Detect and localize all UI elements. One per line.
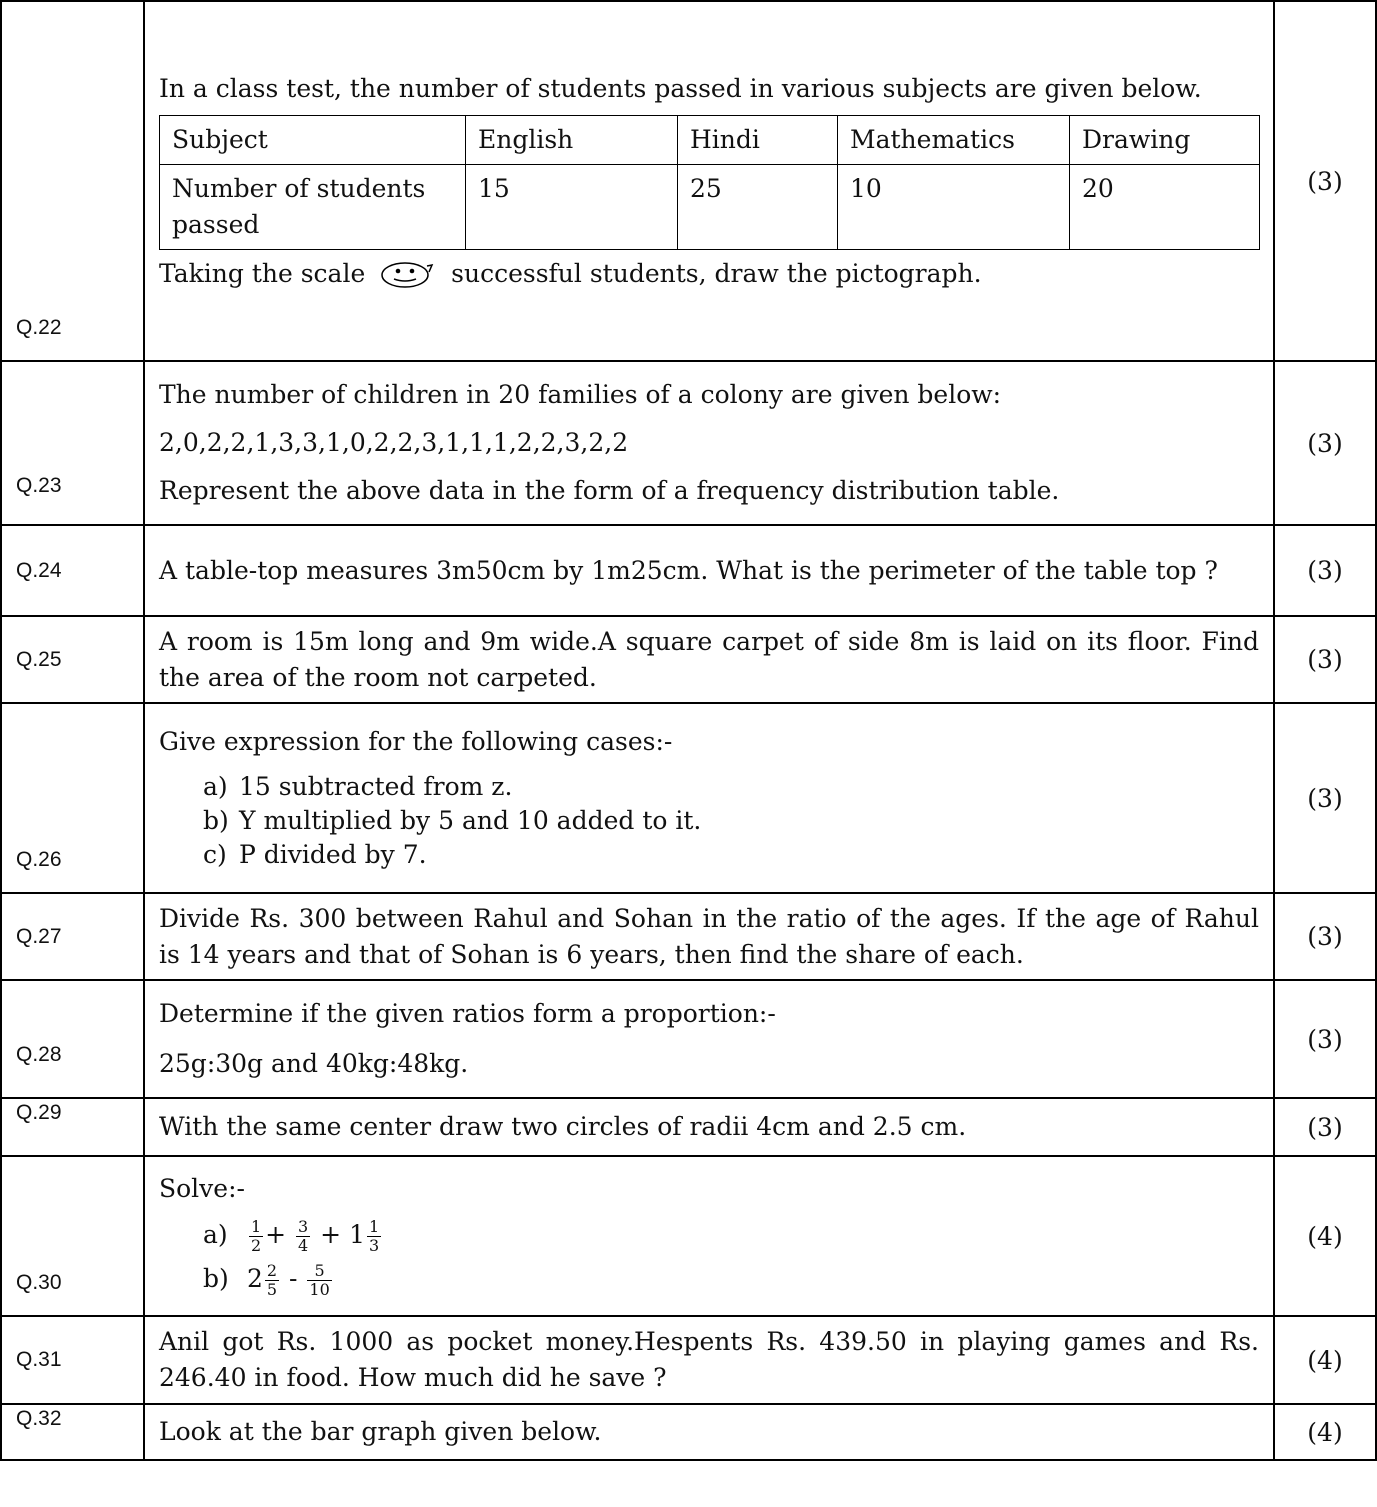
list-item xyxy=(203,804,1259,838)
question-row-25 xyxy=(1,616,1376,703)
question-marks: (3) xyxy=(1274,525,1376,616)
smiley-face-icon xyxy=(379,260,437,290)
question-number: Q.30 xyxy=(1,1156,144,1316)
question-line: The number of children in 20 families of a colony are given below: xyxy=(159,380,1002,409)
item-label: a) xyxy=(203,1220,228,1249)
table-cell: Number of students passed xyxy=(160,164,466,249)
table-cell: Drawing xyxy=(1070,115,1260,164)
expression-list xyxy=(203,1213,1259,1301)
table-cell: Hindi xyxy=(678,115,838,164)
table-cell: 25 xyxy=(678,164,838,249)
question-number: Q.32 xyxy=(1,1404,144,1460)
question-text xyxy=(144,1156,1274,1316)
question-marks: (3) xyxy=(1274,980,1376,1098)
scale-instruction xyxy=(159,256,1259,292)
fraction: $\frac{1}{3}$ xyxy=(368,1217,380,1255)
question-number: Q.29 xyxy=(1,1098,144,1156)
question-number: Q.23 xyxy=(1,361,144,525)
question-row-23 xyxy=(1,361,1376,525)
question-text: A table-top measures 3m50cm by 1m25cm. What is the perimeter of the table top ? xyxy=(144,525,1274,616)
table-cell: Subject xyxy=(160,115,466,164)
question-row-26 xyxy=(1,703,1376,893)
whole-number: 1 xyxy=(349,1220,365,1249)
question-text: Divide Rs. 300 between Rahul and Sohan in the ratio of the ages. If the age of Rahul is 14 years and that of Sohan is 6 years, then find the share of each. xyxy=(144,893,1274,980)
question-number: Q.27 xyxy=(1,893,144,980)
question-text xyxy=(144,361,1274,525)
question-marks: (3) xyxy=(1274,1,1376,361)
item-text: Y multiplied by 5 and 10 added to it. xyxy=(239,806,702,835)
question-row-22 xyxy=(1,1,1376,361)
table-cell: English xyxy=(466,115,678,164)
question-row-29 xyxy=(1,1098,1376,1156)
question-marks: (4) xyxy=(1274,1156,1376,1316)
expression-a xyxy=(203,1213,1259,1257)
question-row-24 xyxy=(1,525,1376,616)
question-line: 25g:30g and 40kg:48kg. xyxy=(159,1049,469,1078)
fraction: $\frac{1}{2}$ xyxy=(250,1217,262,1255)
item-label: b) xyxy=(203,1264,229,1293)
item-text: P divided by 7. xyxy=(239,840,427,869)
question-marks: (4) xyxy=(1274,1404,1376,1460)
question-marks: (3) xyxy=(1274,703,1376,893)
question-lead: Solve:- xyxy=(159,1174,245,1203)
question-row-32 xyxy=(1,1404,1376,1460)
expression-b xyxy=(203,1257,1259,1301)
students-passed-row xyxy=(160,164,1260,249)
subjects-table xyxy=(159,115,1260,250)
table-cell: Mathematics xyxy=(838,115,1070,164)
question-marks: (3) xyxy=(1274,1098,1376,1156)
scale-text-before: Taking the scale xyxy=(159,258,366,288)
data-values: 2,0,2,2,1,3,3,1,0,2,2,3,1,1,1,2,2,3,2,2 xyxy=(159,428,629,457)
item-label: c) xyxy=(203,840,227,869)
fraction: $\frac{3}{4}$ xyxy=(298,1217,309,1255)
question-text xyxy=(144,980,1274,1098)
whole-number: 2 xyxy=(246,1264,263,1293)
question-number: Q.25 xyxy=(1,616,144,703)
question-marks: (4) xyxy=(1274,1316,1376,1404)
question-text: Anil got Rs. 1000 as pocket money.Hespents Rs. 439.50 in playing games and Rs. 246.40 in food. How much did he save ? xyxy=(144,1316,1274,1404)
subjects-header-row xyxy=(160,115,1260,164)
question-number: Q.28 xyxy=(1,980,144,1098)
question-marks: (3) xyxy=(1274,361,1376,525)
fraction: $\frac{5}{10}$ xyxy=(309,1261,330,1299)
item-label: b) xyxy=(203,806,229,835)
question-row-30 xyxy=(1,1156,1376,1316)
item-text: 15 subtracted from z. xyxy=(239,772,513,801)
question-text xyxy=(144,1,1274,361)
sub-question-list xyxy=(159,770,1259,872)
question-row-31 xyxy=(1,1316,1376,1404)
list-item xyxy=(203,838,1259,872)
question-number: Q.22 xyxy=(1,1,144,361)
question-text xyxy=(144,703,1274,893)
operator: + xyxy=(265,1220,287,1249)
question-number: Q.31 xyxy=(1,1316,144,1404)
question-text: Look at the bar graph given below. xyxy=(144,1404,1274,1460)
question-row-28 xyxy=(1,980,1376,1098)
question-lead: Give expression for the following cases:- xyxy=(159,727,673,756)
scale-text-after: successful students, draw the pictograph. xyxy=(451,258,982,288)
question-marks: (3) xyxy=(1274,893,1376,980)
question-line: Represent the above data in the form of a frequency distribution table. xyxy=(159,476,1060,505)
question-number: Q.26 xyxy=(1,703,144,893)
question-row-27 xyxy=(1,893,1376,980)
table-cell: 10 xyxy=(838,164,1070,249)
question-number: Q.24 xyxy=(1,525,144,616)
table-cell: 20 xyxy=(1070,164,1260,249)
question-marks: (3) xyxy=(1274,616,1376,703)
table-cell: 15 xyxy=(466,164,678,249)
item-label: a) xyxy=(203,772,228,801)
list-item xyxy=(203,770,1259,804)
question-line: Determine if the given ratios form a proportion:- xyxy=(159,999,776,1028)
question-intro: In a class test, the number of students passed in various subjects are given below. xyxy=(159,73,1202,103)
question-text: With the same center draw two circles of radii 4cm and 2.5 cm. xyxy=(144,1098,1274,1156)
fraction: $\frac{2}{5}$ xyxy=(266,1261,278,1299)
operator: + xyxy=(312,1220,350,1249)
question-text: A room is 15m long and 9m wide.A square carpet of side 8m is laid on its floor. Find the area of the room not carpeted. xyxy=(144,616,1274,703)
operator: - xyxy=(281,1264,306,1293)
